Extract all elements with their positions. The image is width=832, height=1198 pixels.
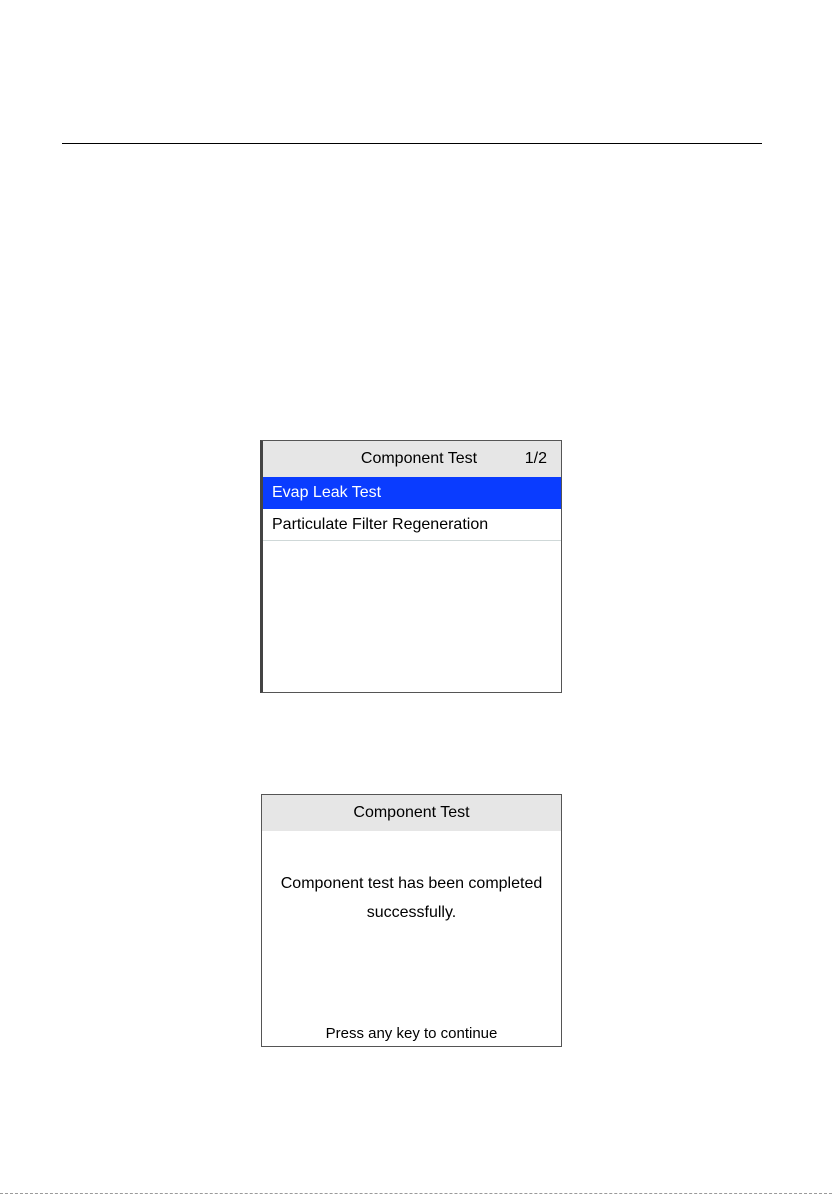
- result-message-line-1: Component test has been completed: [280, 875, 543, 892]
- top-rule: [62, 143, 762, 144]
- component-test-menu-screen: [260, 440, 562, 693]
- continue-prompt[interactable]: Press any key to continue: [325, 1025, 498, 1042]
- component-test-result-screen: [261, 794, 562, 1047]
- menu-item-evap-leak-test[interactable]: Evap Leak Test: [263, 477, 561, 509]
- screen-title: Component Test: [353, 804, 470, 821]
- result-message: [262, 869, 561, 927]
- result-message-line-2: successfully.: [366, 904, 457, 921]
- screen-title: Component Test: [360, 450, 478, 467]
- title-bar: [263, 441, 561, 477]
- menu-item-particulate-filter-regeneration[interactable]: Particulate Filter Regeneration: [263, 509, 561, 541]
- component-list: [263, 477, 561, 541]
- title-bar: [262, 795, 561, 831]
- bottom-rule: [0, 1193, 832, 1194]
- page-indicator: 1/2: [524, 450, 547, 467]
